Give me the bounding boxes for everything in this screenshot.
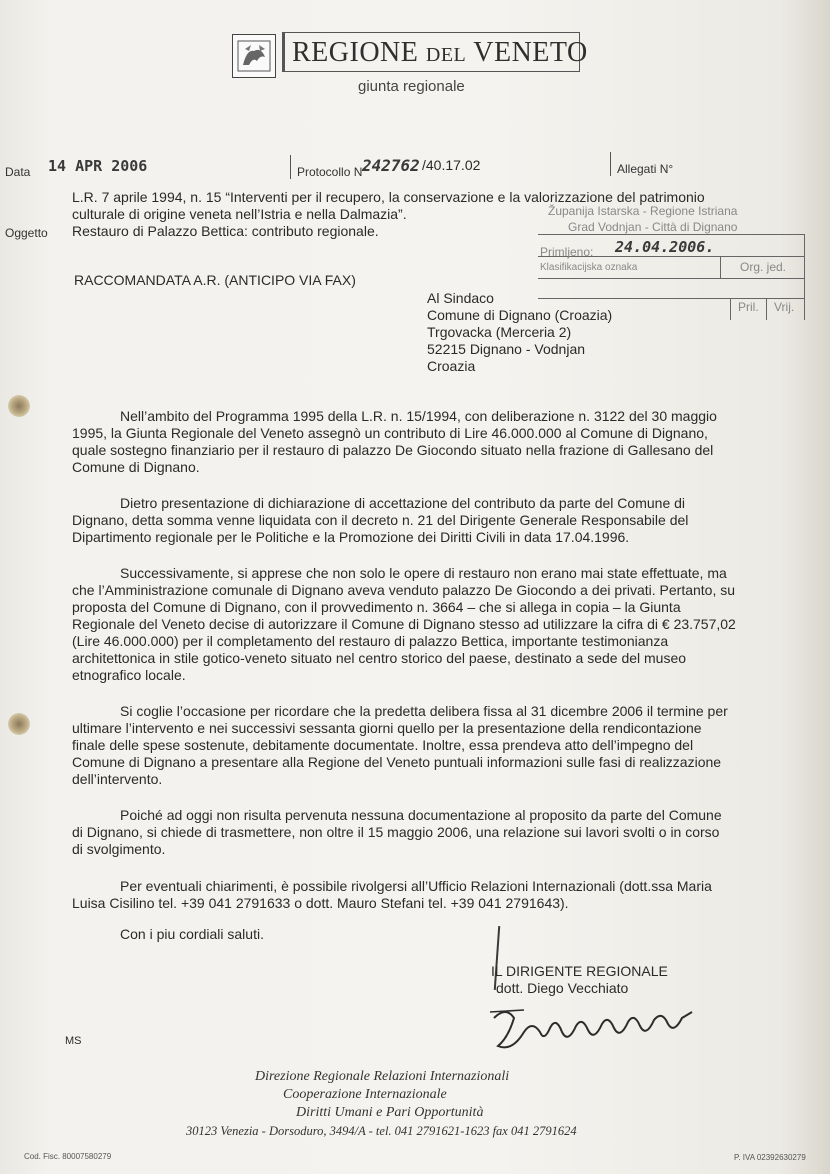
protocol-handwritten: 242762: [362, 156, 420, 175]
punch-hole-icon: [8, 395, 30, 417]
body-p1-line-3: quale sostegno finanziario per il restauro di palazzo De Giocondo situato nella frazione di Gallesano del: [72, 442, 714, 458]
handwritten-signature: [484, 998, 704, 1060]
closing-salutation: Con i piu cordiali saluti.: [120, 926, 264, 942]
body-p3-line-4: Regionale del Veneto decise di autorizzare il Comune di Dignano stesso ad utilizzare la cifra di € 23.757,02: [72, 616, 736, 632]
body-p1-line-2: 1995, la Giunta Regionale del Veneto assegnò un contributo di Lire 46.000.000 al Comune di Dignano,: [72, 425, 708, 441]
subject-label: Oggetto: [5, 226, 48, 240]
body-p5-line-1: Poiché ad oggi non risulta pervenuta nessuna documentazione al proposito da parte del Comune: [120, 807, 722, 823]
body-p6-line-2: Luisa Cisilino tel. +39 041 2791633 o dott. Mauro Stefani tel. +39 041 2791643).: [72, 895, 569, 911]
body-p3-line-7: etnografico locale.: [72, 667, 186, 683]
subject-line-3: Restauro di Palazzo Bettica: contributo regionale.: [72, 223, 379, 239]
org-subtitle: giunta regionale: [358, 78, 465, 95]
footer-address: 30123 Venezia - Dorsoduro, 3494/A - tel. 041 2791621-1623 fax 041 2791624: [186, 1124, 577, 1138]
field-a-label: Pril.: [738, 300, 759, 314]
body-p4-line-5: dell’intervento.: [72, 771, 163, 787]
subject-line-2: culturale di origine veneta nell’Istria e nella Dalmazia”.: [72, 206, 407, 222]
body-p3-line-5: (Lire 46.000.000) per il completamento del restauro di palazzo Bettica, importante testimonianza: [72, 633, 669, 649]
body-p4-line-4: Comune di Dignano a presentare alla Regione del Veneto puntuali informazioni sulle fasi di realizzazione: [72, 754, 722, 770]
meta-divider-2: [610, 152, 611, 176]
recipient-line-2: Comune di Dignano (Croazia): [427, 307, 613, 323]
stamp-line-1: Županija Istarska - Regione Istriana: [548, 204, 738, 218]
body-p2-line-2: Dignano, detta somma venne liquidata con il decreto n. 21 del Dirigente Generale Responsabile del: [72, 512, 689, 528]
footer-line-2: Cooperazione Internazionale: [283, 1087, 447, 1102]
footer-line-3: Diritti Umani e Pari Opportunità: [296, 1105, 484, 1120]
delivery-method: RACCOMANDATA A.R. (ANTICIPO VIA FAX): [74, 272, 356, 288]
footer-line-1: Direzione Regionale Relazioni Internazionali: [255, 1069, 510, 1084]
body-p5-line-3: di svolgimento.: [72, 841, 166, 857]
body-p1-line-4: Comune di Dignano.: [72, 459, 200, 475]
body-p1-line-1: Nell’ambito del Programma 1995 della L.R. n. 15/1994, con deliberazione n. 3122 del 30 maggio: [120, 408, 717, 424]
body-p2-line-1: Dietro presentazione di dichiarazione di accettazione del contributo da parte del Comune di: [120, 495, 686, 511]
recipient-line-5: Croazia: [427, 358, 476, 374]
body-p5-line-2: di Dignano, si chiede di trasmettere, non oltre il 15 maggio 2006, una relazione sui lavori svolti o in corso: [72, 824, 720, 840]
recipient-line-3: Trgovacka (Merceria 2): [427, 324, 572, 340]
attachments-label: Allegati N°: [617, 162, 674, 176]
field-b-label: Vrij.: [774, 300, 795, 314]
body-p4-line-1: Si coglie l’occasione per ricordare che la predetta delibera fissa al 31 dicembre 2006 il termine per: [120, 703, 728, 719]
stamp-line-2: Grad Vodnjan - Città di Dignano: [568, 220, 738, 234]
signatory-name: dott. Diego Vecchiato: [496, 980, 629, 996]
body-p3-line-6: architettonica in stile gotico-veneto situato nel centro storico del paese, destinato a sede del museo: [72, 650, 687, 666]
punch-hole-icon: [8, 713, 30, 735]
date-label: Data: [5, 165, 31, 179]
recipient-line-4: 52215 Dignano - Vodnjan: [427, 341, 586, 357]
body-p6-line-1: Per eventuali chiarimenti, è possibile rivolgersi all’Ufficio Relazioni Internazionali (dott.ssa Maria: [120, 878, 712, 894]
subject-line-1: L.R. 7 aprile 1994, n. 15 “Interventi per il recupero, la conservazione e la valorizzazione del patrimonio: [72, 189, 705, 205]
vat-number: P. IVA 02392630279: [734, 1153, 806, 1162]
body-p3-line-1: Successivamente, si apprese che non solo le opere di restauro non erano mai state effettuate, ma: [120, 565, 727, 581]
body-p4-line-3: finale delle spese sostenute, debitamente documentate. Inoltre, essa prendeva atto dell’impegno del: [72, 737, 694, 753]
protocol-label: Protocollo N°: [297, 165, 368, 179]
body-p2-line-3: Dipartimento regionale per le Politiche e la Promozione dei Diritti Civili in data 17.04.1996.: [72, 529, 630, 545]
lion-emblem-icon: [232, 34, 276, 78]
protocol-suffix: /40.17.02: [422, 157, 481, 173]
recipient-line-1: Al Sindaco: [427, 290, 494, 306]
body-p3-line-3: proposta del Comune di Dignano, con il provvedimento n. 3664 – che si allega in copia – la Giunta: [72, 599, 681, 615]
meta-divider: [290, 155, 291, 179]
class-label: Klasifikacijska oznaka: [540, 262, 638, 273]
fiscal-code: Cod. Fisc. 80007580279: [24, 1152, 112, 1161]
body-p3-line-2: che l’Amministrazione comunale di Dignano aveva venduto palazzo De Giocondo a dei privati. Pertanto, su: [72, 582, 736, 598]
received-date: 24.04.2006.: [615, 238, 715, 256]
org-label: Org. jed.: [740, 260, 787, 274]
org-title: REGIONE DEL VENETO: [292, 37, 588, 68]
date-stamp: 14 APR 2006: [48, 157, 148, 175]
body-p4-line-2: ultimare l’intervento e nei successivi sessanta giorni quello per la presentazione della rendicontazione: [72, 720, 702, 736]
signatory-title: IL DIRIGENTE REGIONALE: [491, 963, 668, 979]
typist-initials: MS: [65, 1035, 82, 1047]
received-label: Primljeno:: [540, 245, 594, 259]
